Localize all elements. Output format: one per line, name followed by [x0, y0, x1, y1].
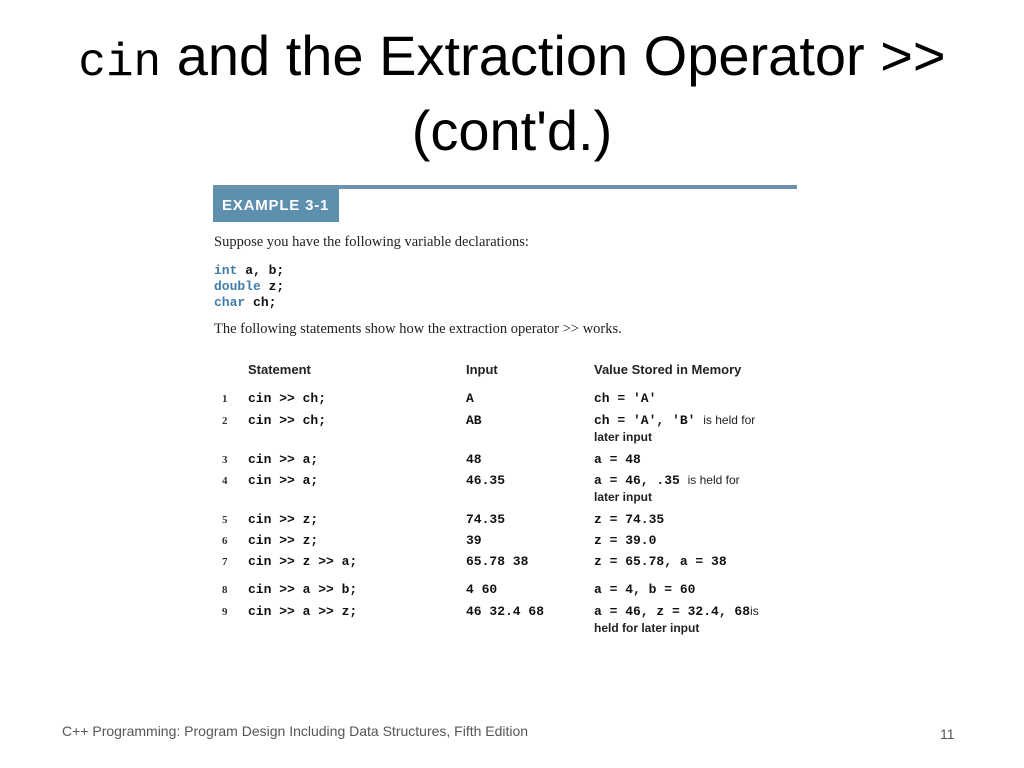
value-note-continued: held for later input: [594, 621, 700, 635]
row-number: 5: [222, 514, 228, 526]
declaration-line: [214, 279, 284, 295]
declaration-line: [214, 295, 284, 311]
table-row: [213, 512, 797, 532]
row-statement: cin >> z;: [248, 533, 319, 548]
title-code-word: cin: [78, 37, 162, 89]
footer-book-title: C++ Programming: Program Design Including Data Structures, Fifth Edition: [62, 723, 529, 739]
row-value: [594, 473, 740, 488]
row-statement: cin >> z;: [248, 512, 319, 527]
value-text: a = 46, .35: [594, 473, 688, 488]
row-input: 46.35: [466, 473, 506, 488]
row-input: A: [466, 391, 474, 406]
value-text: z = 65.78, a = 38: [594, 554, 727, 569]
value-text: z = 39.0: [594, 533, 657, 548]
value-text: a = 48: [594, 452, 641, 467]
title-line-2: (cont'd.): [411, 99, 613, 162]
page-number: 11: [940, 726, 955, 742]
keyword: char: [214, 295, 246, 310]
table-row: [213, 582, 797, 602]
keyword: int: [214, 263, 238, 278]
row-value: [594, 582, 695, 597]
row-statement: cin >> a;: [248, 452, 319, 467]
header-statement: Statement: [248, 362, 311, 377]
row-value: [594, 554, 727, 569]
declaration-line: [214, 263, 284, 279]
value-note-continued: later input: [594, 490, 653, 504]
value-text: a = 4, b = 60: [594, 582, 696, 597]
row-statement: cin >> z >> a;: [248, 554, 358, 569]
row-number: 3: [222, 454, 228, 466]
value-text: z = 74.35: [594, 512, 665, 527]
row-number: 2: [222, 415, 228, 427]
value-text: ch = 'A': [594, 391, 657, 406]
header-input: Input: [466, 362, 498, 377]
row-statement: cin >> a;: [248, 473, 319, 488]
row-input: 65.78 38: [466, 554, 529, 569]
row-value: [594, 512, 664, 527]
table-row: [213, 533, 797, 553]
row-input: 74.35: [466, 512, 506, 527]
row-number: 8: [222, 584, 228, 596]
row-value: [594, 452, 641, 467]
value-text: a = 46, z = 32.4, 68: [594, 604, 751, 619]
keyword: double: [214, 279, 261, 294]
declarations-block: [214, 263, 284, 311]
table-row: [213, 391, 797, 411]
value-text: ch = 'A', 'B': [594, 413, 704, 428]
row-input: 39: [466, 533, 482, 548]
table-row: [213, 473, 797, 504]
example-outro: The following statements show how the extraction operator >> works.: [214, 321, 622, 337]
row-input: AB: [466, 413, 482, 428]
row-value: [594, 391, 656, 406]
value-note: is held for: [687, 473, 740, 487]
header-value: Value Stored in Memory: [594, 362, 742, 377]
title-line-1: [0, 22, 1024, 97]
example-figure: [213, 185, 797, 645]
example-label: EXAMPLE 3-1: [213, 189, 339, 222]
value-note: is: [750, 604, 759, 618]
slide-title: [0, 22, 1024, 165]
row-input: 4 60: [466, 582, 498, 597]
table-row: [213, 452, 797, 472]
title-rest: and the Extraction Operator >>: [161, 24, 946, 87]
row-value: [594, 413, 755, 428]
row-statement: cin >> a >> b;: [248, 582, 358, 597]
row-number: 1: [222, 393, 228, 405]
row-statement: cin >> ch;: [248, 391, 327, 406]
table-row: [213, 604, 797, 635]
table-row: [213, 413, 797, 444]
declaration-rest: a, b;: [237, 263, 285, 278]
declaration-rest: ch;: [245, 295, 277, 310]
row-number: 6: [222, 535, 228, 547]
row-statement: cin >> ch;: [248, 413, 327, 428]
row-number: 9: [222, 606, 228, 618]
example-intro: Suppose you have the following variable declarations:: [214, 234, 529, 250]
row-value: [594, 533, 656, 548]
row-input: 48: [466, 452, 482, 467]
row-number: 4: [222, 475, 228, 487]
value-note: is held for: [703, 413, 756, 427]
declaration-rest: z;: [260, 279, 285, 294]
row-number: 7: [222, 556, 228, 568]
table-row: [213, 554, 797, 574]
row-value: [594, 604, 759, 619]
value-note-continued: later input: [594, 430, 653, 444]
row-input: 46 32.4 68: [466, 604, 545, 619]
row-statement: cin >> a >> z;: [248, 604, 358, 619]
